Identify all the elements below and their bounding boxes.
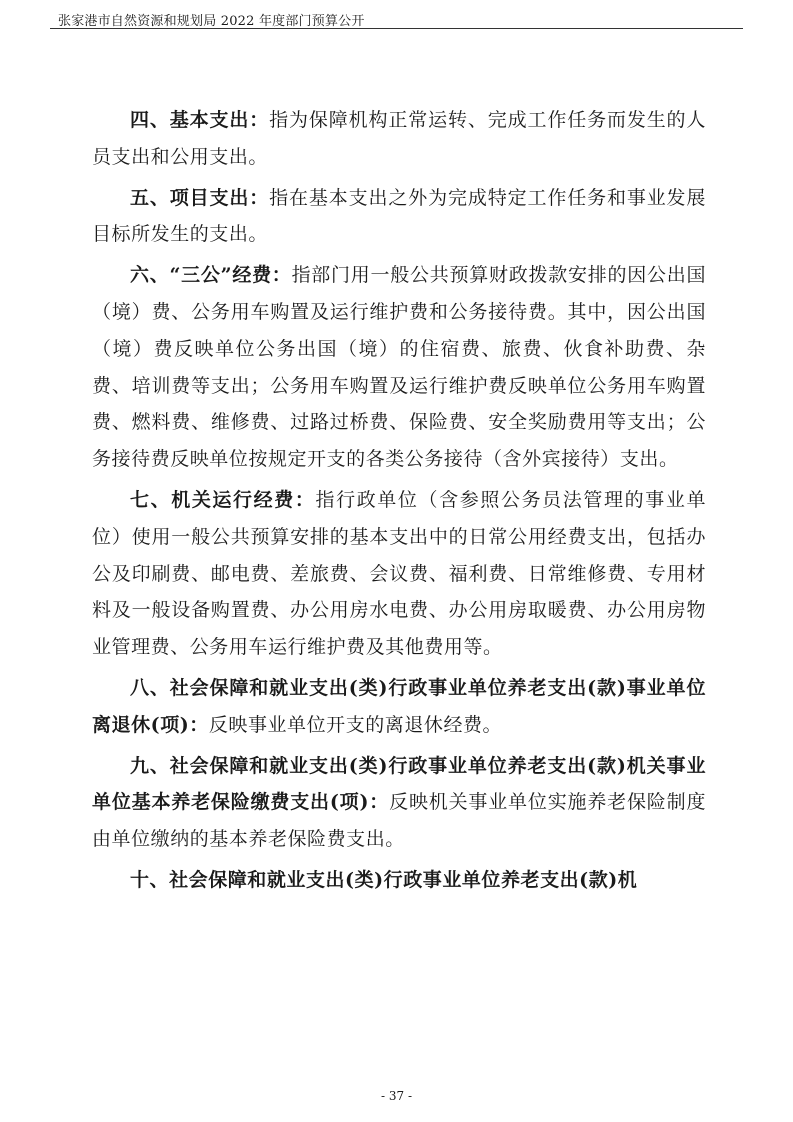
paragraph-heading: 九、社会保障和就业支出(类)行政事业单位养老支出(款)机关事业单位基本养老保险缴费支出(项)： [92, 754, 706, 814]
paragraph-heading: 八、社会保障和就业支出(类)行政事业单位养老支出(款)事业单位离退休(项)： [92, 676, 706, 736]
paragraph-operating-funds [92, 482, 706, 666]
paragraph-three-public-funds [92, 257, 706, 478]
paragraph-project-expenditure [92, 180, 706, 254]
paragraph-heading: 七、机关运行经费： [130, 488, 316, 511]
page-number: - 37 - [380, 1089, 412, 1103]
paragraph-heading: 四、基本支出： [130, 109, 270, 131]
paragraph-text: 指为保障机构正常运转、完成工作任务而发生的人员支出和公用支出。 [92, 109, 706, 168]
document-body [92, 102, 706, 903]
paragraph-heading: 五、项目支出： [130, 186, 270, 209]
page-header-title: 张家港市自然资源和规划局 2022 年度部门预算公开 [58, 14, 365, 29]
paragraph-pension-contribution [92, 748, 706, 858]
paragraph-basic-expenditure [92, 102, 706, 176]
paragraph-text: 指在基本支出之外为完成特定工作任务和事业发展目标所发生的支出。 [92, 186, 706, 246]
header-divider [50, 28, 743, 29]
paragraph-text: 指部门用一般公共预算财政拨款安排的因公出国（境）费、公务用车购置及运行维护费和公务接待费。其中，因公出国（境）费反映单位公务出国（境）的住宿费、旅费、伙食补助费、杂费、培训费等支出；公务用车购置及运行维护费反映单位公务用车购置费、燃料费、维修费、过路过桥费、保险费、安全奖励费用等支出；公务接待费反映单位按规定开支的各类公务接待（含外宾接待）支出。 [92, 264, 706, 471]
paragraph-heading: 十、社会保障和就业支出(类)行政事业单位养老支出(款)机 [130, 868, 638, 891]
paragraph-text: 反映事业单位开支的离退休经费。 [208, 713, 503, 736]
paragraph-heading: 六、“三公”经费： [130, 264, 292, 287]
paragraph-continued [92, 862, 706, 899]
paragraph-retirement-expenditure [92, 670, 706, 744]
paragraph-text: 反映机关事业单位实施养老保险制度由单位缴纳的基本养老保险费支出。 [92, 791, 706, 851]
paragraph-text: 指行政单位（含参照公务员法管理的事业单位）使用一般公共预算安排的基本支出中的日常公用经费支出，包括办公及印刷费、邮电费、差旅费、会议费、福利费、日常维修费、专用材料及一般设备购置费、办公用房水电费、办公用房取暖费、办公用房物业管理费、公务用车运行维护费及其他费用等。 [92, 488, 706, 659]
